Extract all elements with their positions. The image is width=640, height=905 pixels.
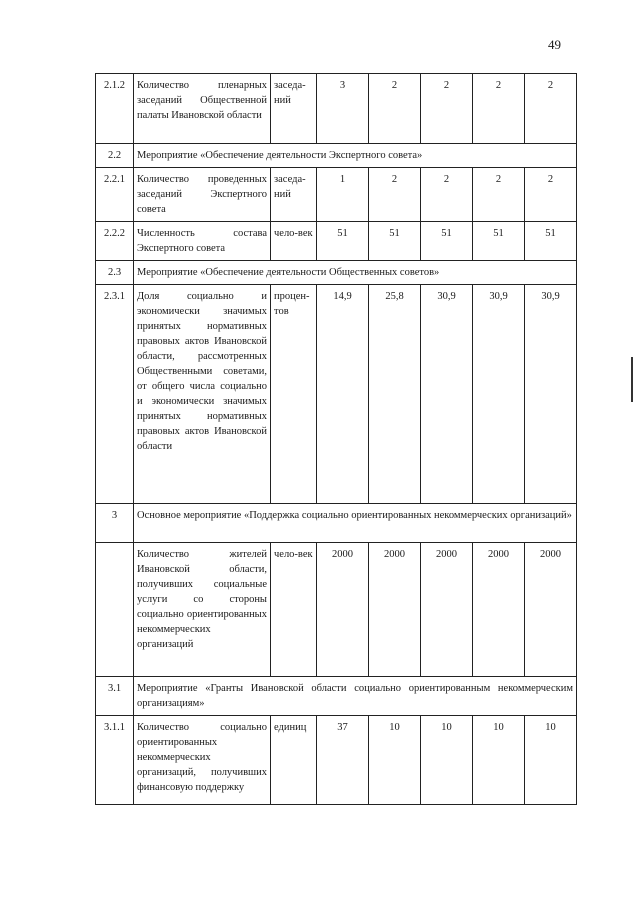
value-cell: 30,9 — [473, 285, 525, 504]
value-cell: 2 — [421, 74, 473, 144]
unit: заседа-ний — [271, 74, 317, 144]
value-cell: 10 — [525, 716, 577, 805]
unit: процен-тов — [271, 285, 317, 504]
table-row — [96, 285, 577, 504]
section-title: Мероприятие «Гранты Ивановской области социально ориентированным некоммерческим организациям» — [134, 677, 577, 716]
unit: чело-век — [271, 543, 317, 677]
row-number — [96, 543, 134, 677]
section-row — [96, 261, 577, 285]
row-number: 2.3.1 — [96, 285, 134, 504]
value-cell: 10 — [369, 716, 421, 805]
value-cell: 30,9 — [421, 285, 473, 504]
value-cell: 2 — [473, 74, 525, 144]
indicators-table — [95, 73, 577, 805]
section-title: Основное мероприятие «Поддержка социально ориентированных некоммерческих организаций» — [134, 504, 577, 543]
table-row — [96, 222, 577, 261]
section-title: Мероприятие «Обеспечение деятельности Экспертного совета» — [134, 144, 577, 168]
row-number: 3.1 — [96, 677, 134, 716]
unit: чело-век — [271, 222, 317, 261]
page-number: 49 — [548, 37, 561, 52]
value-cell: 25,8 — [369, 285, 421, 504]
indicator-name: Численность состава Экспертного совета — [134, 222, 271, 261]
value-cell: 2000 — [317, 543, 369, 677]
unit: единиц — [271, 716, 317, 805]
row-number: 2.2.1 — [96, 168, 134, 222]
value-cell: 2000 — [369, 543, 421, 677]
indicator-name: Количество жителей Ивановской области, получивших социальные услуги со стороны социально ориентированных некоммерческих организаций — [134, 543, 271, 677]
value-cell: 14,9 — [317, 285, 369, 504]
value-cell: 51 — [473, 222, 525, 261]
row-number: 2.2.2 — [96, 222, 134, 261]
value-cell: 10 — [421, 716, 473, 805]
section-title: Мероприятие «Обеспечение деятельности Общественных советов» — [134, 261, 577, 285]
indicator-name: Количество социально ориентированных некоммерческих организаций, получивших финансовую поддержку — [134, 716, 271, 805]
row-number: 3 — [96, 504, 134, 543]
indicator-name: Количество пленарных заседаний Общественной палаты Ивановской области — [134, 74, 271, 144]
table-row — [96, 168, 577, 222]
row-number: 3.1.1 — [96, 716, 134, 805]
table-row — [96, 74, 577, 144]
row-number: 2.2 — [96, 144, 134, 168]
indicator-name: Количество проведенных заседаний Экспертного совета — [134, 168, 271, 222]
value-cell: 2000 — [525, 543, 577, 677]
value-cell: 2 — [525, 74, 577, 144]
value-cell: 51 — [421, 222, 473, 261]
value-cell: 2 — [421, 168, 473, 222]
value-cell: 10 — [473, 716, 525, 805]
value-cell: 3 — [317, 74, 369, 144]
row-number: 2.1.2 — [96, 74, 134, 144]
value-cell: 2 — [525, 168, 577, 222]
value-cell: 30,9 — [525, 285, 577, 504]
table-row — [96, 543, 577, 677]
value-cell: 2 — [473, 168, 525, 222]
unit: заседа-ний — [271, 168, 317, 222]
row-number: 2.3 — [96, 261, 134, 285]
value-cell: 2000 — [421, 543, 473, 677]
value-cell: 1 — [317, 168, 369, 222]
value-cell: 37 — [317, 716, 369, 805]
section-row — [96, 677, 577, 716]
indicator-name: Доля социально и экономически значимых принятых нормативных правовых актов Ивановской области, рассмотренных Общественными советами, от общего числа социально и экономически значимых принятых нормативных правовых актов Ивановской области — [134, 285, 271, 504]
section-row — [96, 144, 577, 168]
value-cell: 51 — [317, 222, 369, 261]
value-cell: 2 — [369, 74, 421, 144]
table-row — [96, 716, 577, 805]
value-cell: 51 — [525, 222, 577, 261]
section-row — [96, 504, 577, 543]
value-cell: 2 — [369, 168, 421, 222]
value-cell: 2000 — [473, 543, 525, 677]
scan-margin-mark — [631, 357, 633, 402]
value-cell: 51 — [369, 222, 421, 261]
